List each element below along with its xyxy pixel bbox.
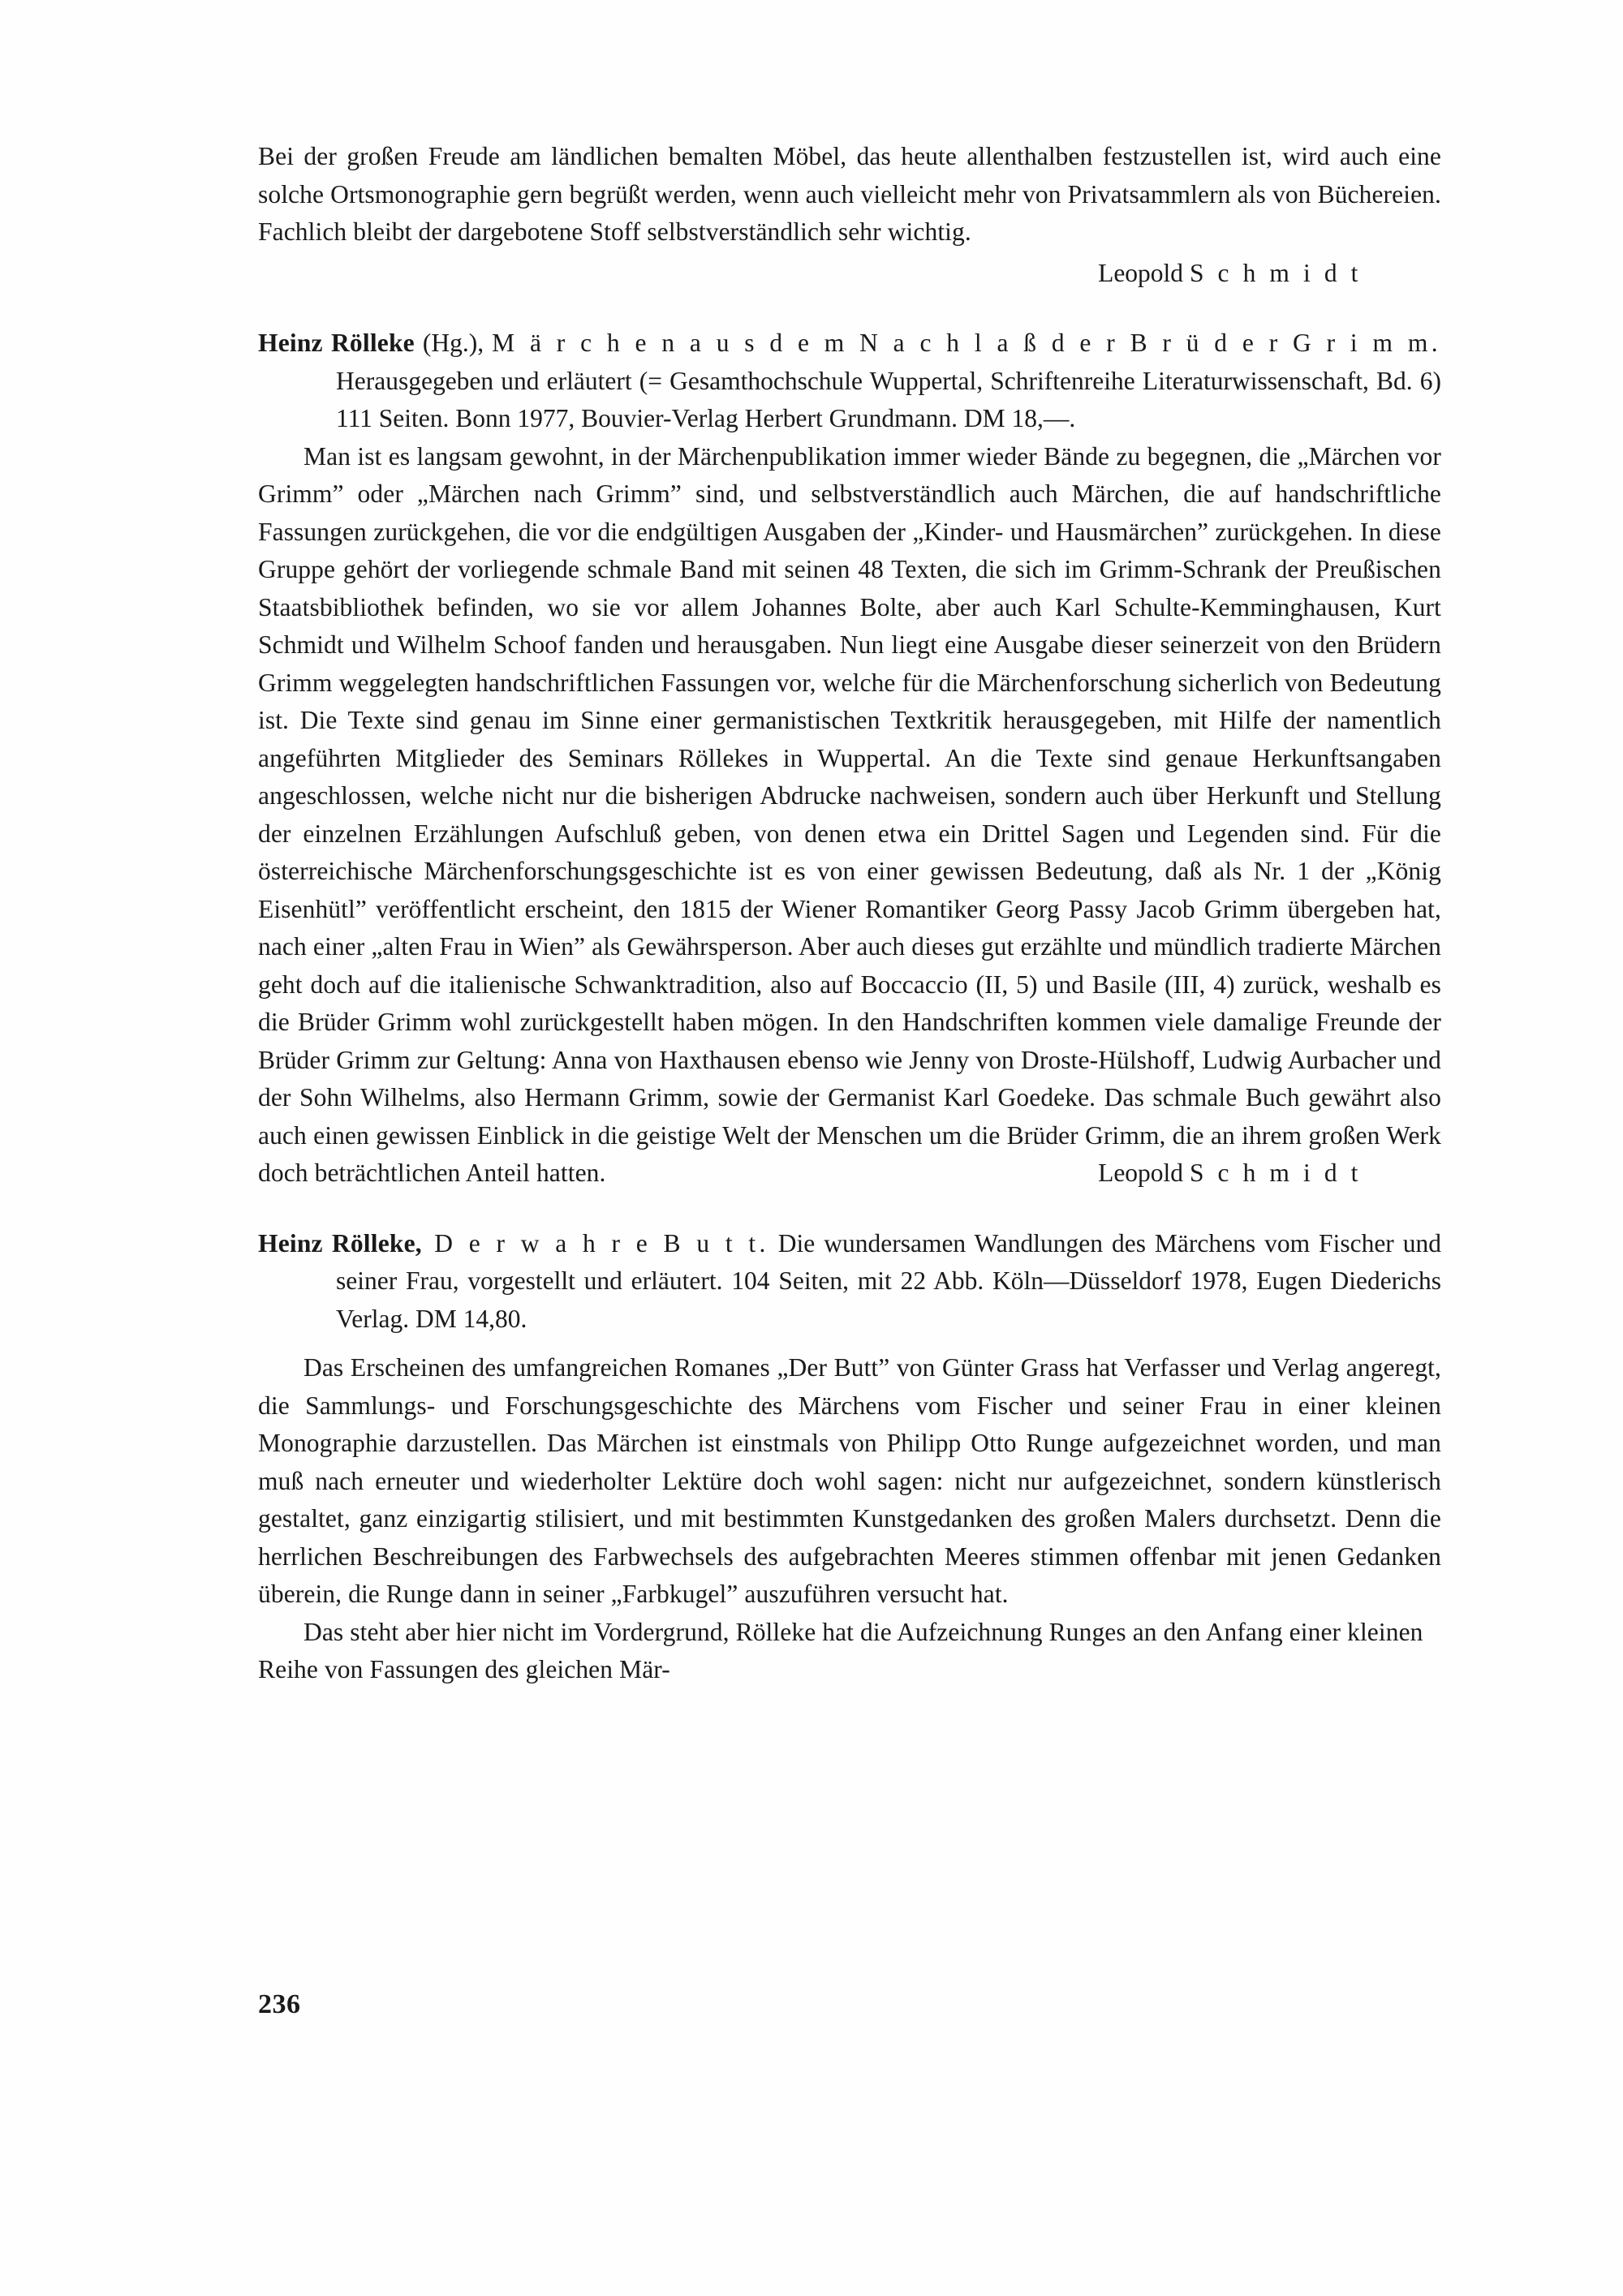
review-1-closing-paragraph: Bei der großen Freude am ländlichen bemalten Möbel, das heute allenthalben festzustellen ist, wird auch eine solche Ortsmonographie gern begrüßt werden, wenn auch vielleicht mehr von Privatsammlern als von Büchereien. Fachlich bleibt der dargebotene Stoff selbstverständlich sehr wichtig. (258, 142, 1441, 246)
review-2-heading (258, 325, 1441, 438)
review-2-body (258, 438, 1441, 1193)
review-3-body-1: Das Erscheinen des umfangreichen Romanes „Der Butt” von Günter Grass hat Verfasser und Verlag angeregt, die Sammlungs- und Forschungsgeschichte des Märchens vom Fischer und seiner Frau in einer kleinen Monographie darzustellen. Das Märchen ist einstmals von Philipp Otto Runge aufgezeichnet worden, und man muß nach erneuter und wiederholter Lektüre doch wohl sagen: nicht nur aufgezeichnet, sondern künstlerisch gestaltet, ganz einzigartig stilisiert, und mit bestimmten Kunstgedanken des großen Malers durchsetzt. Denn die herrlichen Beschreibungen des Farbwechsels des aufgebrachten Meeres stimmen offenbar mit jenen Gedanken überein, die Runge dann in seiner „Farbkugel” auszuführen versucht hat. (258, 1353, 1441, 1608)
review-2-body-text: Man ist es langsam gewohnt, in der Märchenpublikation immer wieder Bände zu begegnen, die „Märchen vor Grimm” oder „Märchen nach Grimm” sind, und selbstverständlich auch Märchen, die auf handschriftliche Fassungen zurückgehen, die vor die endgültigen Ausgaben der „Kinder- und Hausmärchen” zurückgehen. In diese Gruppe gehört der vorliegende schmale Band mit seinen 48 Texten, die sich im Grimm-Schrank der Preußischen Staatsbibliothek befinden, wo sie vor allem Johannes Bolte, aber auch Karl Schulte-Kemminghausen, Kurt Schmidt und Wilhelm Schoof fanden und herausgaben. Nun liegt eine Ausgabe dieser seinerzeit von den Brüdern Grimm weggelegten handschriftlichen Fassungen vor, welche für die Märchenforschung sicherlich von Bedeutung ist. Die Texte sind genau im Sinne einer germanistischen Textkritik herausgegeben, mit Hilfe der namentlich angeführten Mitglieder des Seminars Röllekes in Wuppertal. An die Texte sind genaue Herkunftsangaben angeschlossen, welche nicht nur die bisherigen Abdrucke nachweisen, sondern auch über Herkunft und Stellung der einzelnen Erzählungen Aufschluß geben, von denen etwa ein Drittel Sagen und Legenden sind. Für die österreichische Märchenforschungsgeschichte ist es von einer gewissen Bedeutung, daß als Nr. 1 der „König Eisenhütl” veröffentlicht erscheint, den 1815 der Wiener Romantiker Georg Passy Jacob Grimm übergeben hat, nach einer „alten Frau in Wien” als Gewährsperson. Aber auch dieses gut erzählte und mündlich tradierte Märchen geht doch auf die italienische Schwanktradition, also auf Boccaccio (II, 5) und Basile (III, 4) zurück, weshalb es die Brüder Grimm wohl zurückgestellt haben mögen. In den Handschriften kommen viele damalige Freunde der Brüder Grimm zur Geltung: Anna von Haxthausen ebenso wie Jenny von Droste-Hülshoff, Ludwig Aurbacher und der Sohn Wilhelms, also Hermann Grimm, sowie der Germanist Karl Goedeke. Das schmale Buch gewährt also auch einen gewissen Einblick in die geistige Welt der Menschen um die Brüder Grimm, die an ihrem großen Werk doch beträchtlichen Anteil hatten. (258, 441, 1441, 1187)
review-2-editor-mark: (Hg.), (414, 329, 493, 357)
review-3-author: Heinz Rölleke, (258, 1228, 422, 1258)
page-number: 236 (258, 1989, 301, 2019)
review-1-signature (258, 255, 1441, 293)
review-3-body-2: Das steht aber hier nicht im Vordergrund, Rölleke hat die Aufzeichnung Runges an den Anfang einer kleinen Reihe von Fassungen des gleichen Mär- (258, 1617, 1423, 1683)
review-2-title: M ä r c h e n a u s d e m N a c h l a ß d e r B r ü d e r G r i m m. (492, 329, 1441, 357)
review-3-title: D e r w a h r e B u t t. (421, 1228, 769, 1258)
review-2-signature-prefix: Leopold (1098, 1159, 1190, 1187)
review-1-signature-prefix: Leopold (1098, 258, 1190, 287)
review-3-citation: Die wundersamen Wandlungen des Märchens vom Fischer und seiner Frau, vorgestellt und erläutert. 104 Seiten, mit 22 Abb. Köln—Düsseldorf 1978, Eugen Diederichs Verlag. DM 14,80. (336, 1228, 1442, 1333)
review-2-author: Heinz Rölleke (258, 329, 415, 357)
review-3-heading (258, 1225, 1441, 1339)
page-content (258, 138, 1441, 1689)
review-2-signature-name: S c h m i d t (1189, 1159, 1362, 1187)
review-2-citation: Herausgegeben und erläutert (= Gesamthochschule Wuppertal, Schriftenreihe Literaturwissenschaft, Bd. 6) 111 Seiten. Bonn 1977, Bouvier-Verlag Herbert Grundmann. DM 18,—. (336, 366, 1441, 432)
review-1-signature-name: S c h m i d t (1189, 258, 1362, 287)
